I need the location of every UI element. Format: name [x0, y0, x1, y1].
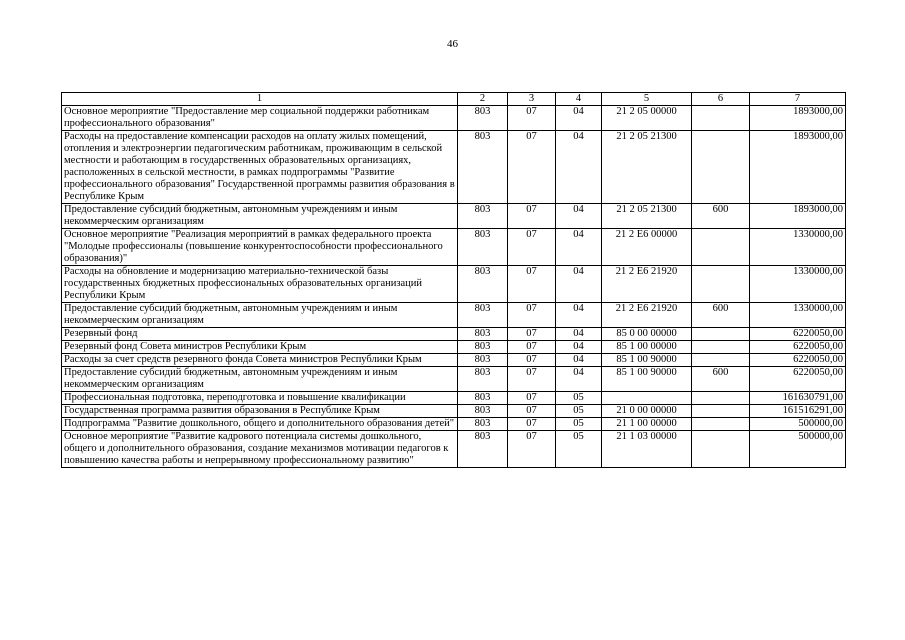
cell-section-code: 07	[508, 266, 556, 303]
row-name: Расходы за счет средств резервного фонда Совета министров Республики Крым	[62, 354, 458, 367]
cell-subsection-code: 05	[556, 405, 602, 418]
cell-expense-type	[692, 405, 750, 418]
cell-ministry-code: 803	[458, 229, 508, 266]
cell-expense-type	[692, 106, 750, 131]
cell-target-code: 85 1 00 00000	[602, 341, 692, 354]
column-header: 3	[508, 93, 556, 106]
cell-subsection-code: 04	[556, 266, 602, 303]
page-number: 46	[447, 38, 458, 50]
row-name: Резервный фонд Совета министров Республики Крым	[62, 341, 458, 354]
cell-ministry-code: 803	[458, 204, 508, 229]
cell-target-code: 85 0 00 00000	[602, 328, 692, 341]
cell-subsection-code: 04	[556, 354, 602, 367]
cell-amount: 1893000,00	[750, 106, 846, 131]
table-row	[62, 354, 846, 367]
table-row	[62, 303, 846, 328]
cell-section-code: 07	[508, 131, 556, 204]
cell-ministry-code: 803	[458, 303, 508, 328]
cell-amount: 1893000,00	[750, 204, 846, 229]
cell-subsection-code: 04	[556, 367, 602, 392]
cell-section-code: 07	[508, 392, 556, 405]
cell-ministry-code: 803	[458, 341, 508, 354]
table-row	[62, 131, 846, 204]
cell-amount: 1330000,00	[750, 229, 846, 266]
column-header: 2	[458, 93, 508, 106]
column-header: 6	[692, 93, 750, 106]
cell-amount: 161516291,00	[750, 405, 846, 418]
table-row	[62, 341, 846, 354]
row-name: Резервный фонд	[62, 328, 458, 341]
cell-subsection-code: 04	[556, 131, 602, 204]
cell-subsection-code: 04	[556, 106, 602, 131]
column-header: 5	[602, 93, 692, 106]
cell-section-code: 07	[508, 229, 556, 266]
cell-expense-type	[692, 431, 750, 468]
cell-target-code: 21 2 05 00000	[602, 106, 692, 131]
cell-amount: 6220050,00	[750, 341, 846, 354]
cell-target-code: 85 1 00 90000	[602, 354, 692, 367]
table-row	[62, 392, 846, 405]
cell-ministry-code: 803	[458, 392, 508, 405]
cell-target-code: 21 0 00 00000	[602, 405, 692, 418]
cell-expense-type	[692, 131, 750, 204]
cell-amount: 500000,00	[750, 431, 846, 468]
cell-section-code: 07	[508, 418, 556, 431]
row-name: Государственная программа развития образования в Республике Крым	[62, 405, 458, 418]
cell-target-code: 21 2 Е6 21920	[602, 303, 692, 328]
column-header: 1	[62, 93, 458, 106]
cell-section-code: 07	[508, 431, 556, 468]
header-row	[62, 93, 846, 106]
table-row	[62, 106, 846, 131]
table-row	[62, 431, 846, 468]
column-header: 7	[750, 93, 846, 106]
cell-amount: 6220050,00	[750, 328, 846, 341]
cell-expense-type	[692, 328, 750, 341]
cell-ministry-code: 803	[458, 431, 508, 468]
cell-section-code: 07	[508, 405, 556, 418]
cell-section-code: 07	[508, 341, 556, 354]
cell-expense-type: 600	[692, 204, 750, 229]
cell-subsection-code: 05	[556, 418, 602, 431]
cell-subsection-code: 04	[556, 229, 602, 266]
table-row	[62, 229, 846, 266]
row-name: Основное мероприятие "Реализация мероприятий в рамках федерального проекта "Молодые профессионалы (повышение конкурентоспособности профессионального образования)"	[62, 229, 458, 266]
cell-expense-type	[692, 392, 750, 405]
cell-target-code: 21 2 Е6 21920	[602, 266, 692, 303]
cell-section-code: 07	[508, 367, 556, 392]
cell-expense-type	[692, 354, 750, 367]
row-name: Профессиональная подготовка, переподготовка и повышение квалификации	[62, 392, 458, 405]
cell-expense-type	[692, 418, 750, 431]
table-row	[62, 418, 846, 431]
cell-ministry-code: 803	[458, 405, 508, 418]
row-name: Основное мероприятие "Предоставление мер социальной поддержки работникам профессионального образования"	[62, 106, 458, 131]
cell-section-code: 07	[508, 328, 556, 341]
cell-expense-type	[692, 341, 750, 354]
cell-ministry-code: 803	[458, 354, 508, 367]
cell-amount: 500000,00	[750, 418, 846, 431]
cell-ministry-code: 803	[458, 131, 508, 204]
row-name: Предоставление субсидий бюджетным, автономным учреждениям и иным некоммерческим организациям	[62, 367, 458, 392]
cell-expense-type	[692, 266, 750, 303]
table-row	[62, 405, 846, 418]
table-row	[62, 266, 846, 303]
row-name: Основное мероприятие "Развитие кадрового потенциала системы дошкольного, общего и дополнительного образования, создание механизмов мотивации педагогов к повышению качества работы и непрерывному профессиональному развитию"	[62, 431, 458, 468]
cell-subsection-code: 04	[556, 328, 602, 341]
cell-expense-type: 600	[692, 303, 750, 328]
cell-target-code: 21 1 00 00000	[602, 418, 692, 431]
row-name: Расходы на обновление и модернизацию материально-технической базы государственных бюджетных профессиональных образовательных организаций Республики Крым	[62, 266, 458, 303]
cell-amount: 1893000,00	[750, 131, 846, 204]
cell-target-code: 21 2 05 21300	[602, 131, 692, 204]
cell-target-code: 21 1 03 00000	[602, 431, 692, 468]
cell-amount: 161630791,00	[750, 392, 846, 405]
cell-section-code: 07	[508, 106, 556, 131]
cell-subsection-code: 05	[556, 392, 602, 405]
row-name: Расходы на предоставление компенсации расходов на оплату жилых помещений, отопления и электроэнергии педагогическим работникам, проживающим в сельской местности и работающим в государственных образовательных организациях, расположенных в сельской местности, в рамках подпрограммы "Развитие профессионального образования" Государственной программы развития образования в Республике Крым	[62, 131, 458, 204]
cell-section-code: 07	[508, 204, 556, 229]
cell-target-code: 21 2 Е6 00000	[602, 229, 692, 266]
cell-amount: 1330000,00	[750, 266, 846, 303]
cell-ministry-code: 803	[458, 367, 508, 392]
cell-target-code	[602, 392, 692, 405]
table-row	[62, 328, 846, 341]
cell-ministry-code: 803	[458, 106, 508, 131]
cell-amount: 1330000,00	[750, 303, 846, 328]
cell-subsection-code: 04	[556, 303, 602, 328]
row-name: Подпрограмма "Развитие дошкольного, общего и дополнительного образования детей"	[62, 418, 458, 431]
row-name: Предоставление субсидий бюджетным, автономным учреждениям и иным некоммерческим организациям	[62, 303, 458, 328]
cell-target-code: 21 2 05 21300	[602, 204, 692, 229]
table-row	[62, 204, 846, 229]
cell-amount: 6220050,00	[750, 354, 846, 367]
cell-amount: 6220050,00	[750, 367, 846, 392]
cell-subsection-code: 04	[556, 204, 602, 229]
column-header: 4	[556, 93, 602, 106]
row-name: Предоставление субсидий бюджетным, автономным учреждениям и иным некоммерческим организациям	[62, 204, 458, 229]
cell-expense-type	[692, 229, 750, 266]
cell-section-code: 07	[508, 354, 556, 367]
cell-target-code: 85 1 00 90000	[602, 367, 692, 392]
budget-table	[61, 92, 846, 468]
cell-ministry-code: 803	[458, 418, 508, 431]
cell-ministry-code: 803	[458, 266, 508, 303]
cell-subsection-code: 05	[556, 431, 602, 468]
cell-section-code: 07	[508, 303, 556, 328]
cell-expense-type: 600	[692, 367, 750, 392]
table-row	[62, 367, 846, 392]
cell-ministry-code: 803	[458, 328, 508, 341]
cell-subsection-code: 04	[556, 341, 602, 354]
